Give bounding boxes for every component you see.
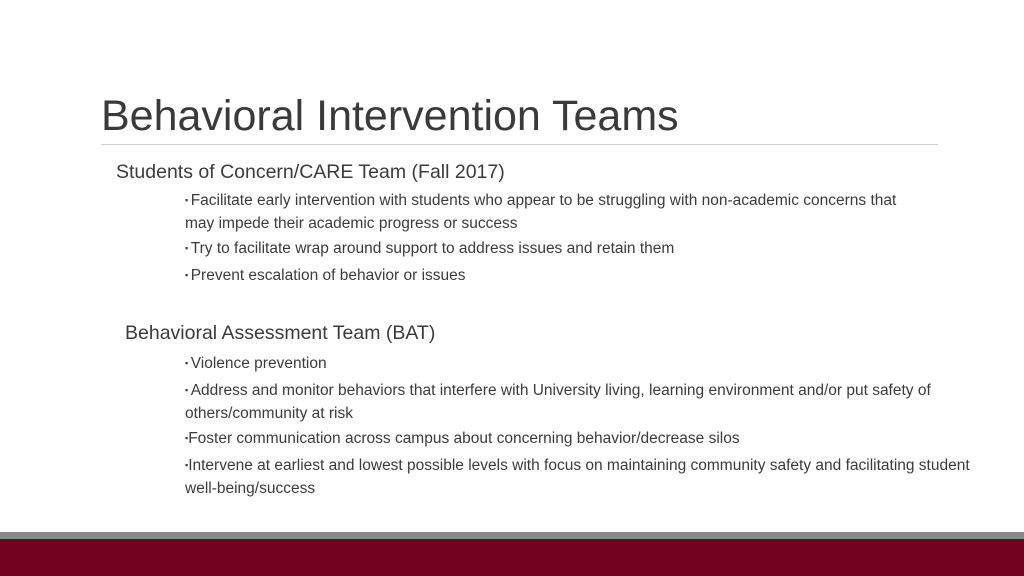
square-bullet-icon: ▪ xyxy=(185,358,191,368)
bullet-item xyxy=(185,380,975,424)
bullet-text: Violence prevention xyxy=(190,355,327,372)
slide-title: Behavioral Intervention Teams xyxy=(101,92,679,140)
bullet-text: Try to facilitate wrap around support to address issues and retain them xyxy=(190,240,675,257)
square-bullet-icon: ▪ xyxy=(185,460,189,470)
square-bullet-icon: ▪ xyxy=(185,433,189,443)
square-bullet-icon: ▪ xyxy=(185,270,191,280)
square-bullet-icon: ▪ xyxy=(185,243,191,253)
bullet-item xyxy=(185,265,945,288)
square-bullet-icon: ▪ xyxy=(185,385,191,395)
section-heading-care-team: Students of Concern/CARE Team (Fall 2017) xyxy=(116,161,505,183)
bullet-item xyxy=(185,455,975,499)
bullet-item xyxy=(185,238,945,261)
section-heading-bat: Behavioral Assessment Team (BAT) xyxy=(125,322,436,344)
bullet-text: Address and monitor behaviors that interfere with University living, learning environment and/or put safety of others/community at risk xyxy=(185,382,931,422)
bullet-text: Facilitate early intervention with students who appear to be struggling with non-academic concerns that may impede their academic progress or success xyxy=(185,192,897,232)
bullet-item xyxy=(185,353,975,376)
footer-stripe xyxy=(0,532,1024,539)
title-divider xyxy=(101,144,938,145)
bullet-item xyxy=(185,190,915,234)
bullet-text: Intervene at earliest and lowest possible levels with focus on maintaining community safety and facilitating student well-being/success xyxy=(185,457,970,497)
square-bullet-icon: ▪ xyxy=(185,195,191,205)
footer-bar xyxy=(0,539,1024,576)
bullet-text: Prevent escalation of behavior or issues xyxy=(190,267,466,284)
bullet-item xyxy=(185,428,975,451)
bullet-text: Foster communication across campus about concerning behavior/decrease silos xyxy=(188,430,740,447)
